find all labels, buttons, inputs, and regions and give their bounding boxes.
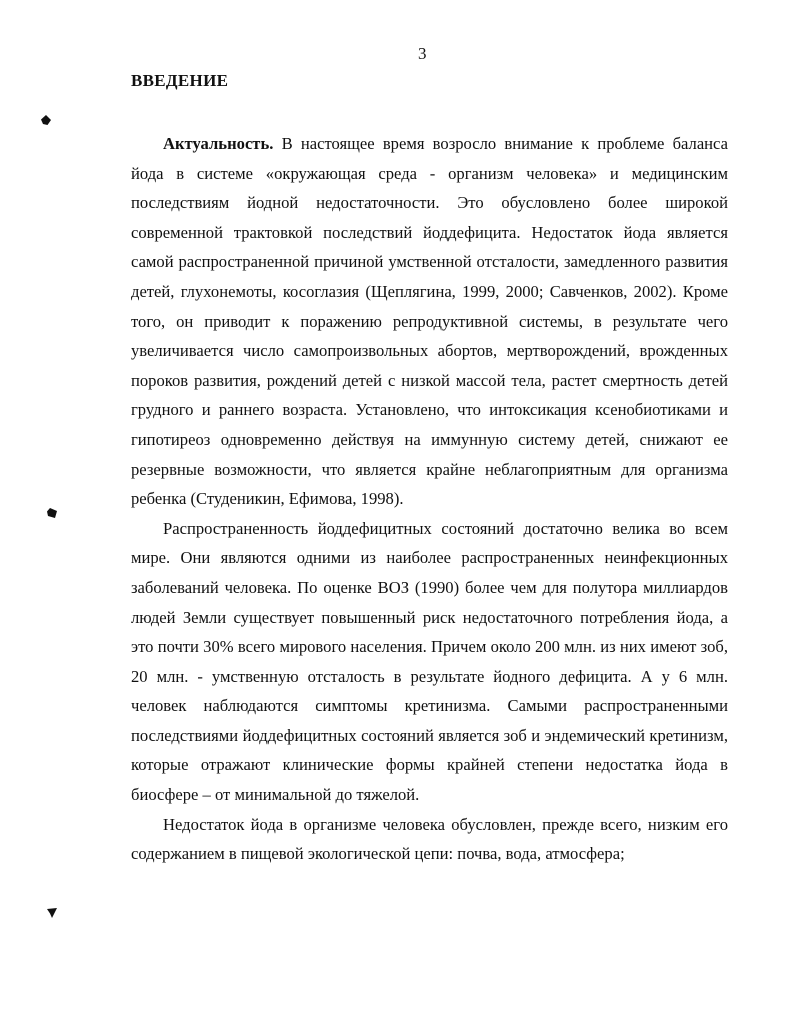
relevance-label: Актуальность. xyxy=(163,134,274,153)
margin-bullet-mark xyxy=(47,508,57,518)
margin-bullet-mark xyxy=(47,908,57,918)
paragraph-prevalence: Распространенность йоддефицитных состояний достаточно велика во всем мире. Они являются одними из наиболее распространенных неинфекционных заболеваний человека. По оценке ВОЗ (1990) более чем для полутора миллиардов людей Земли существует повышенный риск недостаточного потребления йода, а это почти 30% всего мирового населения. Причем около 200 млн. из них имеют зоб, 20 млн. - умственную отсталость в результате йодного дефицита. А у 6 млн. человек наблюдаются симптомы кретинизма. Самыми распространенными последствиями йоддефицитных состояний является зоб и эндемический кретинизм, которые отражают клинические формы крайней степени недостатка йода в биосфере – от минимальной до тяжелой. xyxy=(131,518,728,805)
body-text xyxy=(131,129,728,869)
page-number: 3 xyxy=(418,44,427,63)
paragraph-deficiency-cause: Недостаток йода в организме человека обусловлен, прежде всего, низким его содержанием в пищевой экологической цепи: почва, вода, атмосфера; xyxy=(131,814,728,864)
margin-bullet-mark xyxy=(41,115,51,125)
section-heading: ВВЕДЕНИЕ xyxy=(131,71,229,90)
paragraph-relevance xyxy=(131,129,728,514)
paragraph-text: В настоящее время возросло внимание к проблеме баланса йода в системе «окружающая среда - организм человека» и медицинским последствиям йодной недостаточности. Это обусловлено более широкой современной трактовкой последствий йоддефицита. Недостаток йода является самой распространенной причиной умственной отсталости, замедленного развития детей, глухонемоты, косоглазия (Щеплягина, 1999, 2000; Савченков, 2002). Кроме того, он приводит к поражению репродуктивной системы, в результате чего увеличивается число самопроизвольных абортов, мертворождений, врожденных пороков развития, рождений детей с низкой массой тела, растет смертность детей грудного и раннего возраста. Установлено, что интоксикация ксенобиотиками и гипотиреоз одновременно действуя на иммунную систему детей, снижают ее резервные возможности, что является крайне неблагоприятным для организма ребенка (Студеникин, Ефимова, 1998). xyxy=(131,134,728,509)
